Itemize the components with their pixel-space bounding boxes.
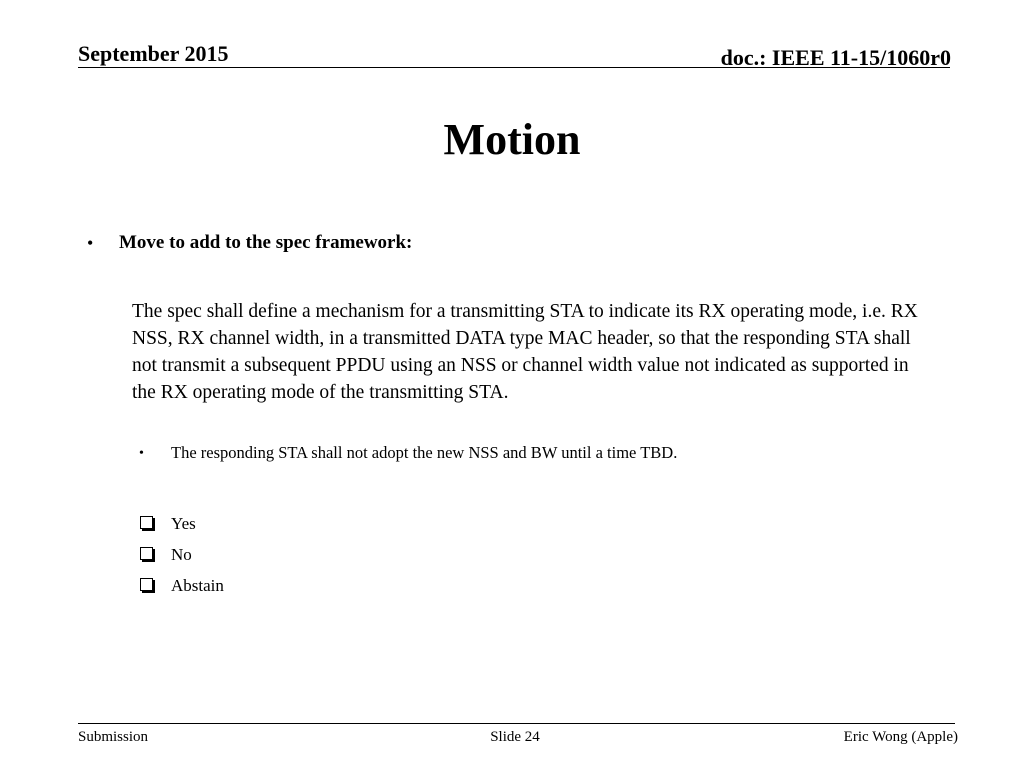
vote-option-abstain: Abstain xyxy=(171,576,224,595)
header-date: September 2015 xyxy=(78,41,229,66)
checkbox-icon xyxy=(140,547,153,560)
footer-slide-number: Slide 24 xyxy=(490,729,540,745)
bullet-marker: • xyxy=(87,233,94,253)
footer-divider xyxy=(78,723,955,724)
checkbox-icon xyxy=(140,516,153,529)
main-bullet-text: Move to add to the spec framework: xyxy=(119,232,413,253)
motion-text: The spec shall define a mechanism for a transmitting STA to indicate its RX operating mode, i.e. RX NSS, RX channel width, in a transmitted DATA type MAC header, so that the responding STA shall not transmit a subsequent PPDU using an NSS or channel width value not indicated as supported in the RX operating mode of the transmitting STA. xyxy=(132,301,918,403)
sub-bullet-marker: • xyxy=(139,446,144,461)
checkbox-icon xyxy=(140,578,153,591)
sub-bullet-text: The responding STA shall not adopt the new NSS and BW until a time TBD. xyxy=(171,443,678,462)
vote-option-yes: Yes xyxy=(171,514,196,533)
header-doc-id: doc.: IEEE 11-15/1060r0 xyxy=(720,45,951,70)
vote-option-no: No xyxy=(171,545,192,564)
footer-author: Eric Wong (Apple) xyxy=(843,729,958,745)
slide-title: Motion xyxy=(443,115,581,164)
footer-submission: Submission xyxy=(78,729,149,745)
header-divider xyxy=(78,67,950,68)
